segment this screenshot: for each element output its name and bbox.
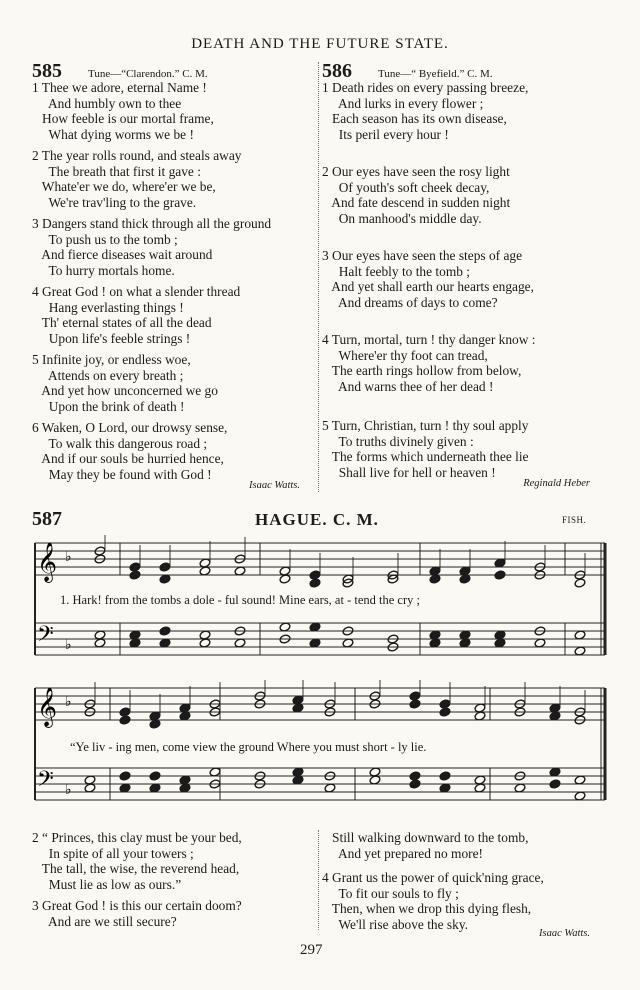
hymn-586-verse-3: 3 Our eyes have seen the steps of age Halt feebly to the tomb ; And yet shall earth our hearts engage, And dreams of days to come? (322, 248, 534, 310)
treble-clef: 𝄞 (37, 542, 58, 582)
note-head (439, 707, 451, 717)
bass-clef: 𝄢 (37, 622, 54, 652)
hymn-585-tune: Tune—“Clarendon.” C. M. (88, 68, 208, 80)
note-head (409, 691, 421, 701)
note-head (439, 771, 451, 781)
note-head (439, 699, 451, 709)
hymn-586-verse-2: 2 Our eyes have seen the rosy light Of youth's soft cheek decay, And fate descend in sudden night On manhood's middle day. (322, 164, 511, 226)
note-head (129, 562, 141, 572)
note-head (149, 771, 161, 781)
note-head (409, 779, 421, 789)
hymn-586-tune: Tune—“ Byefield.” C. M. (378, 68, 493, 80)
note-head (574, 578, 586, 588)
hymn-587-composer: FISH. (562, 515, 587, 525)
verse-column-divider (318, 830, 319, 930)
note-head (309, 578, 321, 588)
note-head (119, 715, 131, 725)
hymn-587-title: HAGUE. C. M. (255, 510, 379, 529)
key-signature-flat: ♭ (65, 782, 72, 798)
hymn-587-verse-4: 4 Grant us the power of quick'ning grace, To fit our souls to fly ; Then, when we drop this dying flesh, We'll rise above the sky. (322, 870, 544, 932)
hymn-587-author: Isaac Watts. (539, 928, 590, 939)
key-signature-flat: ♭ (65, 549, 72, 565)
hymn-587-number: 587 (32, 508, 62, 530)
hymn-586-author: Reginald Heber (523, 478, 590, 489)
note-head (494, 570, 506, 580)
hymn-587-lyrics-line-2: “Ye liv - ing men, come view the ground Where you must short - ly lie. (70, 740, 427, 754)
treble-clef: 𝄞 (37, 687, 58, 727)
hymn-586-verse-1: 1 Death rides on every passing breeze, And lurks in every flower ; Each season has its own disease, Its peril every hour ! (322, 80, 529, 142)
bass-clef: 𝄢 (37, 767, 54, 797)
hymn-585-verse-6: 6 Waken, O Lord, our drowsy sense, To walk this dangerous road ; And if our souls be hurried hence, May they be found with God ! (32, 420, 228, 482)
page-header: DEATH AND THE FUTURE STATE. (191, 36, 449, 52)
hymn-587-verse-3: 3 Great God ! is this our certain doom? And are we still secure? (32, 898, 242, 929)
hymn-586-number: 586 (322, 60, 352, 82)
key-signature-flat: ♭ (65, 694, 72, 710)
hymn-587-verse-3-cont: Still walking downward to the tomb, And yet prepared no more! (332, 830, 529, 861)
hymn-585-verse-2: 2 The year rolls round, and steals away The breath that first it gave : Whate'er we do, where'er we be, We're trav'ling to the grave. (32, 148, 242, 210)
column-divider (318, 62, 319, 492)
note-head (309, 570, 321, 580)
note-head (159, 626, 171, 636)
note-head (159, 562, 171, 572)
hymn-587-verse-2: 2 “ Princes, this clay must be your bed, In spite of all your towers ; The tall, the wise, the reverend head, Must lie as low as ours.” (32, 830, 242, 892)
hymn-585-verse-5: 5 Infinite joy, or endless woe, Attends on every breath ; And yet how unconcerned we go Upon the brink of death ! (32, 352, 218, 414)
page-number: 297 (300, 942, 323, 958)
hymn-585-verse-4: 4 Great God ! on what a slender thread Hang everlasting things ! Th' eternal states of all the dead Upon life's feeble strings ! (32, 284, 241, 346)
key-signature-flat: ♭ (65, 637, 72, 653)
hymn-585-verse-3: 3 Dangers stand thick through all the ground To push us to the tomb ; And fierce diseases wait around To hurry mortals home. (32, 216, 272, 278)
note-head (119, 707, 131, 717)
hymn-585-verse-1: 1 Thee we adore, eternal Name ! And humbly own to thee How feeble is our mortal frame, What dying worms we be ! (32, 80, 214, 142)
hymn-585-number: 585 (32, 60, 62, 82)
hymn-586-verse-5: 5 Turn, Christian, turn ! thy soul apply To truths divinely given : The forms which underneath thee lie Shall live for hell or heaven ! (322, 418, 529, 480)
note-head (409, 771, 421, 781)
note-head (549, 779, 561, 789)
hymn-586-verse-4: 4 Turn, mortal, turn ! thy danger know : Where'er thy foot can tread, The earth rings hollow from below, And warns thee of her dead ! (322, 332, 536, 394)
note-head (409, 699, 421, 709)
hymn-585-author: Isaac Watts. (249, 480, 300, 491)
note-head (129, 570, 141, 580)
hymn-587-lyrics-line-1: 1. Hark! from the tombs a dole - ful sound! Mine ears, at - tend the cry ; (60, 593, 420, 607)
note-head (119, 771, 131, 781)
